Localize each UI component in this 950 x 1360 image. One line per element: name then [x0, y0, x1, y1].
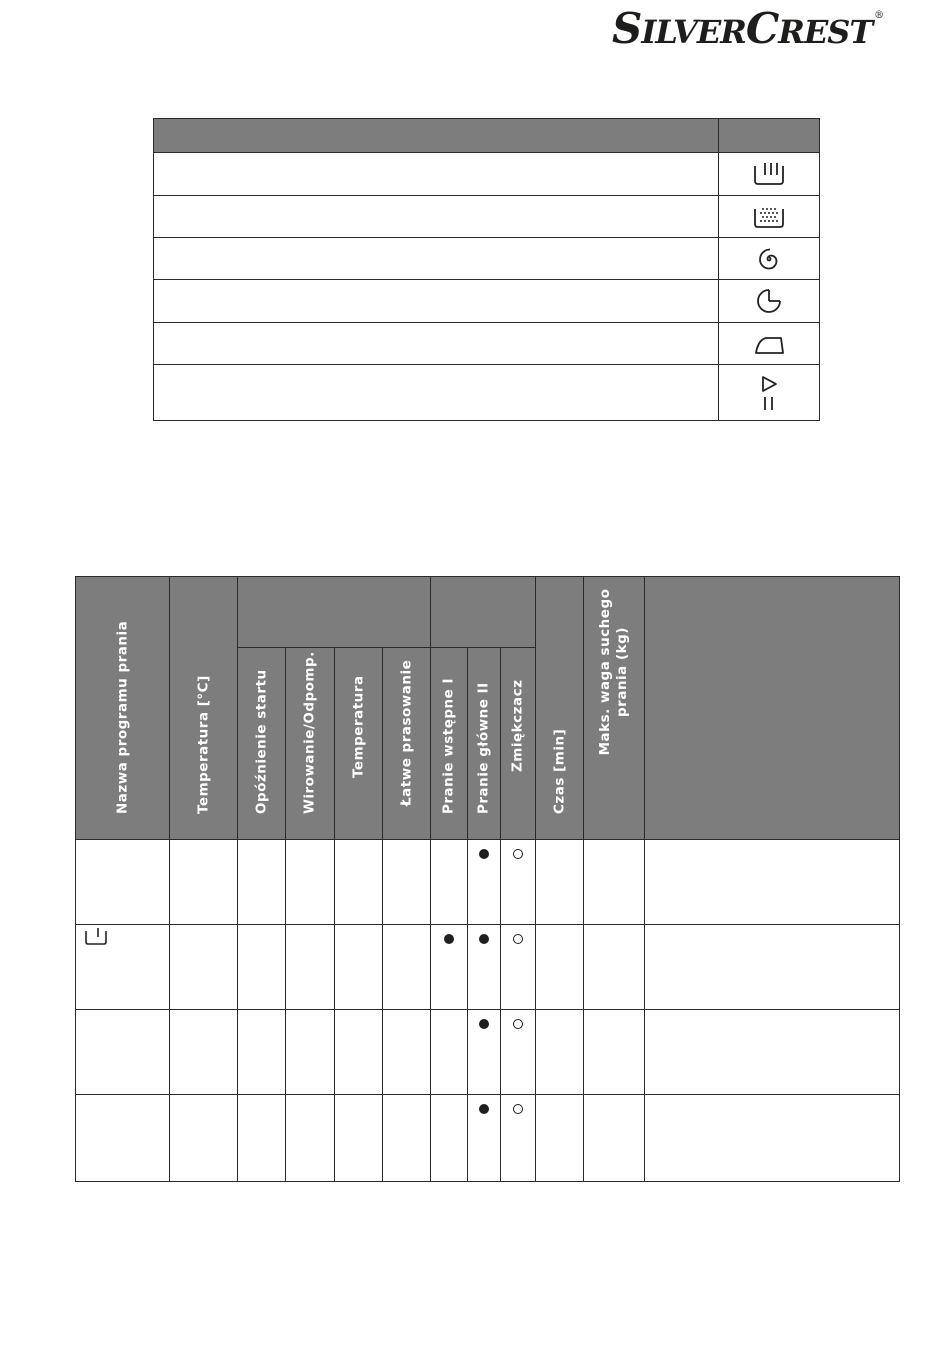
prewash-tub-icon — [752, 161, 786, 187]
open-dot-icon — [513, 1104, 523, 1114]
symbol-row — [154, 323, 820, 365]
program-row — [76, 1095, 900, 1182]
symbol-row — [154, 196, 820, 238]
header-temperature: Temperatura [°C] — [170, 577, 238, 840]
prewash-cell — [431, 1095, 468, 1182]
header-temp: Temperatura — [335, 648, 383, 840]
registered-mark: ® — [874, 10, 884, 21]
symbol-description — [154, 365, 719, 421]
header-options-group — [238, 577, 431, 648]
symbol-description — [154, 280, 719, 323]
silvercrest-logo: SILVERCREST ® — [612, 4, 884, 53]
symbol-description — [154, 196, 719, 238]
header-notes — [645, 577, 900, 840]
open-dot-icon — [513, 1019, 523, 1029]
header-spin-drain: Wirowanie/Odpomp. — [286, 648, 335, 840]
softener-cell — [501, 840, 536, 925]
open-dot-icon — [513, 934, 523, 944]
header-max-load: Maks. waga suchego prania (kg) — [584, 577, 645, 840]
mainwash-cell — [468, 925, 501, 1010]
program-table — [75, 576, 900, 1182]
filled-dot-icon — [479, 1104, 489, 1114]
iron-icon — [752, 332, 786, 356]
header-detergent-group — [431, 577, 536, 648]
prewash-cell — [431, 840, 468, 925]
softener-cell — [501, 1010, 536, 1095]
start-pause-icon — [757, 373, 781, 413]
prewash-tub-icon — [84, 927, 108, 947]
filled-dot-icon — [479, 1019, 489, 1029]
header-delay-start: Opóźnienie startu — [238, 648, 286, 840]
symbol-description — [154, 153, 719, 196]
header-easy-iron: Łatwe prasowanie — [383, 648, 431, 840]
filled-dot-icon — [479, 934, 489, 944]
program-name-cell — [76, 840, 170, 925]
symbol-row — [154, 238, 820, 280]
prewash-cell — [431, 1010, 468, 1095]
mainwash-cell — [468, 1010, 501, 1095]
open-dot-icon — [513, 849, 523, 859]
header-time: Czas [min] — [536, 577, 584, 840]
symbols-table — [153, 118, 820, 421]
program-name-cell — [76, 1095, 170, 1182]
mainwash-cell — [468, 840, 501, 925]
header-mainwash: Pranie główne II — [468, 648, 501, 840]
header-prewash: Pranie wstępne I — [431, 648, 468, 840]
program-row — [76, 925, 900, 1010]
header-softener: Zmiękczacz — [501, 648, 536, 840]
symbol-description — [154, 238, 719, 280]
mainwash-cell — [468, 1095, 501, 1182]
softener-cell — [501, 1095, 536, 1182]
symbol-row — [154, 153, 820, 196]
filled-dot-icon — [444, 934, 454, 944]
softener-cell — [501, 925, 536, 1010]
symbol-row — [154, 280, 820, 323]
delay-clock-icon — [755, 287, 783, 315]
symbols-table-header — [154, 119, 820, 153]
program-row — [76, 840, 900, 925]
header-program-name: Nazwa programu prania — [76, 577, 170, 840]
program-row — [76, 1010, 900, 1095]
spiral-spin-icon — [756, 246, 782, 272]
symbols-header-symbol — [719, 119, 820, 153]
symbols-header-description — [154, 119, 719, 153]
symbol-row — [154, 365, 820, 421]
program-name-cell — [76, 925, 170, 1010]
program-name-cell — [76, 1010, 170, 1095]
prewash-cell — [431, 925, 468, 1010]
softener-tub-icon — [752, 204, 786, 230]
symbol-description — [154, 323, 719, 365]
filled-dot-icon — [479, 849, 489, 859]
